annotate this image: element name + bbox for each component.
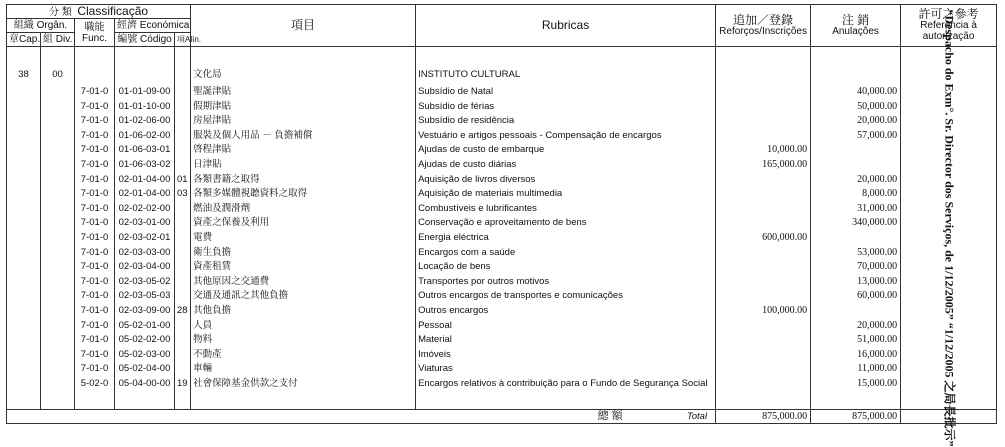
cell-pt: Energia eléctrica xyxy=(416,231,716,246)
cell-codigo: 05-04-00-00 xyxy=(115,377,175,392)
cell-codigo: 02-03-02-01 xyxy=(115,231,175,246)
cell-func: 7-01-0 xyxy=(75,216,115,231)
table-row xyxy=(7,216,997,231)
cell-reforco xyxy=(716,114,811,129)
cell-zh: 服裝及個人用品 － 負擔補償 xyxy=(191,129,416,144)
table-row xyxy=(7,333,997,348)
budget-table xyxy=(6,3,997,447)
cell-pt: Aquisição de materiais multimedia xyxy=(416,187,716,202)
cell-reforco xyxy=(716,173,811,188)
cell-codigo: 02-03-04-00 xyxy=(115,260,175,275)
cell-func: 7-01-0 xyxy=(75,319,115,334)
cell-zh: 衛生負擔 xyxy=(191,246,416,261)
cell-pt: Subsídio de férias xyxy=(416,100,716,115)
cell-zh: 人員 xyxy=(191,319,416,334)
table-row xyxy=(7,304,997,319)
cell-alinea xyxy=(175,85,191,100)
cell-pt: Aquisição de livros diversos xyxy=(416,173,716,188)
referencia-header: 許可之參考 Referência à autorização xyxy=(901,5,997,47)
cell-reforco xyxy=(716,319,811,334)
cell-alinea xyxy=(175,362,191,377)
cell-reforco xyxy=(716,216,811,231)
cell-anulacao: 8,000.00 xyxy=(811,187,901,202)
table-row xyxy=(7,275,997,290)
cell-alinea: 19 xyxy=(175,377,191,392)
cell-pt: Viaturas xyxy=(416,362,716,377)
table-row xyxy=(7,246,997,261)
item-zh-header: 項目 xyxy=(191,5,416,47)
cell-func: 5-02-0 xyxy=(75,377,115,392)
table-row xyxy=(7,348,997,363)
cell-codigo: 05-02-02-00 xyxy=(115,333,175,348)
cell-func: 7-01-0 xyxy=(75,202,115,217)
cell-reforco: 100,000.00 xyxy=(716,304,811,319)
table-row xyxy=(7,85,997,100)
cell-reforco xyxy=(716,129,811,144)
funcional-header: 職能 Func. xyxy=(75,19,115,47)
alinea-header: 項Alín. xyxy=(175,33,191,47)
cell-func: 7-01-0 xyxy=(75,85,115,100)
cell-reforco xyxy=(716,202,811,217)
cell-func: 7-01-0 xyxy=(75,333,115,348)
cell-func: 7-01-0 xyxy=(75,231,115,246)
cell-anulacao: 15,000.00 xyxy=(811,377,901,392)
cell-func: 7-01-0 xyxy=(75,129,115,144)
organica-header: 組織 Orgân. xyxy=(7,19,75,33)
cell-anulacao: 40,000.00 xyxy=(811,85,901,100)
cell-zh: 房屋津貼 xyxy=(191,114,416,129)
economica-header: 經濟 Económica xyxy=(115,19,191,33)
cell-zh: 物料 xyxy=(191,333,416,348)
rubricas-header: Rubricas xyxy=(416,5,716,47)
cell-pt: Ajudas de custo de embarque xyxy=(416,143,716,158)
cell-codigo: 05-02-03-00 xyxy=(115,348,175,363)
cell-codigo: 02-03-05-03 xyxy=(115,289,175,304)
cell-pt: Outros encargos xyxy=(416,304,716,319)
cell-reforco: 165,000.00 xyxy=(716,158,811,173)
cell-codigo: 01-01-09-00 xyxy=(115,85,175,100)
total-reforcos: 875,000.00 xyxy=(716,410,811,424)
cell-zh: 聖誕津貼 xyxy=(191,85,416,100)
cell-reforco xyxy=(716,275,811,290)
cell-zh: 燃油及潤滑劑 xyxy=(191,202,416,217)
cell-anulacao xyxy=(811,143,901,158)
cell-codigo: 01-01-10-00 xyxy=(115,100,175,115)
cap-header: 章Cap. xyxy=(7,33,41,47)
cell-anulacao: 11,000.00 xyxy=(811,362,901,377)
cell-reforco xyxy=(716,377,811,392)
cell-func: 7-01-0 xyxy=(75,289,115,304)
cell-anulacao: 340,000.00 xyxy=(811,216,901,231)
cell-alinea xyxy=(175,289,191,304)
cell-reforco xyxy=(716,260,811,275)
cell-codigo: 05-02-01-00 xyxy=(115,319,175,334)
classification-header: 分 類 Classificação xyxy=(7,5,191,19)
cell-zh: 啓程津貼 xyxy=(191,143,416,158)
cell-func: 7-01-0 xyxy=(75,362,115,377)
cell-anulacao: 16,000.00 xyxy=(811,348,901,363)
cell-anulacao xyxy=(811,158,901,173)
cell-func: 7-01-0 xyxy=(75,348,115,363)
cell-codigo: 02-01-04-00 xyxy=(115,173,175,188)
cell-alinea xyxy=(175,319,191,334)
cell-codigo: 02-03-09-00 xyxy=(115,304,175,319)
cell-zh: 不動產 xyxy=(191,348,416,363)
cell-pt: Encargos com a saúde xyxy=(416,246,716,261)
table-row xyxy=(7,173,997,188)
cell-func: 7-01-0 xyxy=(75,187,115,202)
cell-alinea xyxy=(175,333,191,348)
cell-zh: 電費 xyxy=(191,231,416,246)
cell-zh: 假期津貼 xyxy=(191,100,416,115)
cell-codigo: 01-06-02-00 xyxy=(115,129,175,144)
cell-pt: Imóveis xyxy=(416,348,716,363)
cell-alinea xyxy=(175,158,191,173)
cell-alinea xyxy=(175,246,191,261)
table-row xyxy=(7,231,997,246)
cell-pt: Conservação e aproveitamento de bens xyxy=(416,216,716,231)
cell-pt: Subsídio de residência xyxy=(416,114,716,129)
cell-anulacao: 13,000.00 xyxy=(811,275,901,290)
cell-codigo: 02-03-03-00 xyxy=(115,246,175,261)
cell-anulacao: 31,000.00 xyxy=(811,202,901,217)
anulacoes-header: 注 銷 Anulações xyxy=(811,5,901,47)
cell-reforco: 10,000.00 xyxy=(716,143,811,158)
cell-anulacao: 57,000.00 xyxy=(811,129,901,144)
cell-alinea: 01 xyxy=(175,173,191,188)
cell-func: 7-01-0 xyxy=(75,173,115,188)
cell-reforco xyxy=(716,289,811,304)
cell-codigo: 02-02-02-00 xyxy=(115,202,175,217)
cell-anulacao: 51,000.00 xyxy=(811,333,901,348)
cell-alinea xyxy=(175,275,191,290)
cell-func: 7-01-0 xyxy=(75,100,115,115)
cell-alinea xyxy=(175,114,191,129)
table-row xyxy=(7,158,997,173)
organ-row: 38 00 文化局 INSTITUTO CULTURAL xyxy=(7,65,997,85)
cell-anulacao: 20,000.00 xyxy=(811,114,901,129)
cell-alinea xyxy=(175,260,191,275)
cell-anulacao xyxy=(811,231,901,246)
total-row: 總 額 Total 875,000.00 875,000.00 xyxy=(7,410,997,424)
cell-reforco xyxy=(716,100,811,115)
cell-alinea xyxy=(175,143,191,158)
cell-reforco xyxy=(716,362,811,377)
cell-codigo: 02-03-01-00 xyxy=(115,216,175,231)
cell-codigo: 01-06-03-01 xyxy=(115,143,175,158)
table-row xyxy=(7,362,997,377)
cell-zh: 各類書籍之取得 xyxy=(191,173,416,188)
cell-reforco xyxy=(716,348,811,363)
cell-func: 7-01-0 xyxy=(75,304,115,319)
cell-alinea xyxy=(175,100,191,115)
div-header: 組 Div. xyxy=(41,33,75,47)
authorization-reference: “Despacho do Exm°. Sr. Director dos Serviços, de 1/12/2005” “1/12/2005 之局長批示” xyxy=(901,47,997,410)
cell-codigo: 02-03-05-02 xyxy=(115,275,175,290)
cell-pt: Ajudas de custo diárias xyxy=(416,158,716,173)
table-row xyxy=(7,202,997,217)
cell-anulacao xyxy=(811,304,901,319)
cell-codigo: 01-06-03-02 xyxy=(115,158,175,173)
cell-anulacao: 50,000.00 xyxy=(811,100,901,115)
cell-reforco xyxy=(716,333,811,348)
table-row xyxy=(7,187,997,202)
cell-codigo: 05-02-04-00 xyxy=(115,362,175,377)
cell-alinea xyxy=(175,202,191,217)
cell-pt: Material xyxy=(416,333,716,348)
cell-alinea: 03 xyxy=(175,187,191,202)
reforcos-header: 追加／登錄 Reforços/Inscrições xyxy=(716,5,811,47)
cell-func: 7-01-0 xyxy=(75,143,115,158)
table-row xyxy=(7,289,997,304)
cell-reforco xyxy=(716,187,811,202)
cell-alinea xyxy=(175,129,191,144)
cell-pt: Vestuário e artigos pessoais - Compensação de encargos xyxy=(416,129,716,144)
cell-zh: 社會保障基金供款之支付 xyxy=(191,377,416,392)
cell-zh: 各類多媒體視聽資料之取得 xyxy=(191,187,416,202)
cell-zh: 資產之保養及利用 xyxy=(191,216,416,231)
table-row xyxy=(7,129,997,144)
cell-reforco xyxy=(716,85,811,100)
cell-pt: Pessoal xyxy=(416,319,716,334)
cell-func: 7-01-0 xyxy=(75,246,115,261)
cell-zh: 其他原因之交通費 xyxy=(191,275,416,290)
cell-zh: 資產租賃 xyxy=(191,260,416,275)
cell-pt: Transportes por outros motivos xyxy=(416,275,716,290)
table-row xyxy=(7,377,997,392)
cell-anulacao: 20,000.00 xyxy=(811,319,901,334)
cell-zh: 車輛 xyxy=(191,362,416,377)
table-row xyxy=(7,319,997,334)
cell-anulacao: 20,000.00 xyxy=(811,173,901,188)
cell-reforco: 600,000.00 xyxy=(716,231,811,246)
table-row xyxy=(7,114,997,129)
codigo-header: 編號 Código xyxy=(115,33,175,47)
cell-codigo: 01-02-06-00 xyxy=(115,114,175,129)
cell-pt: Locação de bens xyxy=(416,260,716,275)
cell-zh: 日津貼 xyxy=(191,158,416,173)
cell-pt: Outros encargos de transportes e comunicações xyxy=(416,289,716,304)
cell-anulacao: 60,000.00 xyxy=(811,289,901,304)
cell-pt: Subsídio de Natal xyxy=(416,85,716,100)
cell-anulacao: 70,000.00 xyxy=(811,260,901,275)
cell-pt: Encargos relativos à contribuição para o Fundo de Segurança Social xyxy=(416,377,716,392)
table-row xyxy=(7,143,997,158)
cell-func: 7-01-0 xyxy=(75,114,115,129)
cell-pt: Combustíveis e lubrificantes xyxy=(416,202,716,217)
cell-reforco xyxy=(716,246,811,261)
cell-zh: 交通及通訊之其他負擔 xyxy=(191,289,416,304)
table-row xyxy=(7,100,997,115)
table-row xyxy=(7,260,997,275)
cell-func: 7-01-0 xyxy=(75,275,115,290)
total-anulacoes: 875,000.00 xyxy=(811,410,901,424)
cell-codigo: 02-01-04-00 xyxy=(115,187,175,202)
cell-zh: 其他負擔 xyxy=(191,304,416,319)
cell-alinea xyxy=(175,216,191,231)
cell-alinea xyxy=(175,231,191,246)
cell-alinea: 28 xyxy=(175,304,191,319)
cell-alinea xyxy=(175,348,191,363)
cell-anulacao: 53,000.00 xyxy=(811,246,901,261)
cell-func: 7-01-0 xyxy=(75,260,115,275)
cell-func: 7-01-0 xyxy=(75,158,115,173)
